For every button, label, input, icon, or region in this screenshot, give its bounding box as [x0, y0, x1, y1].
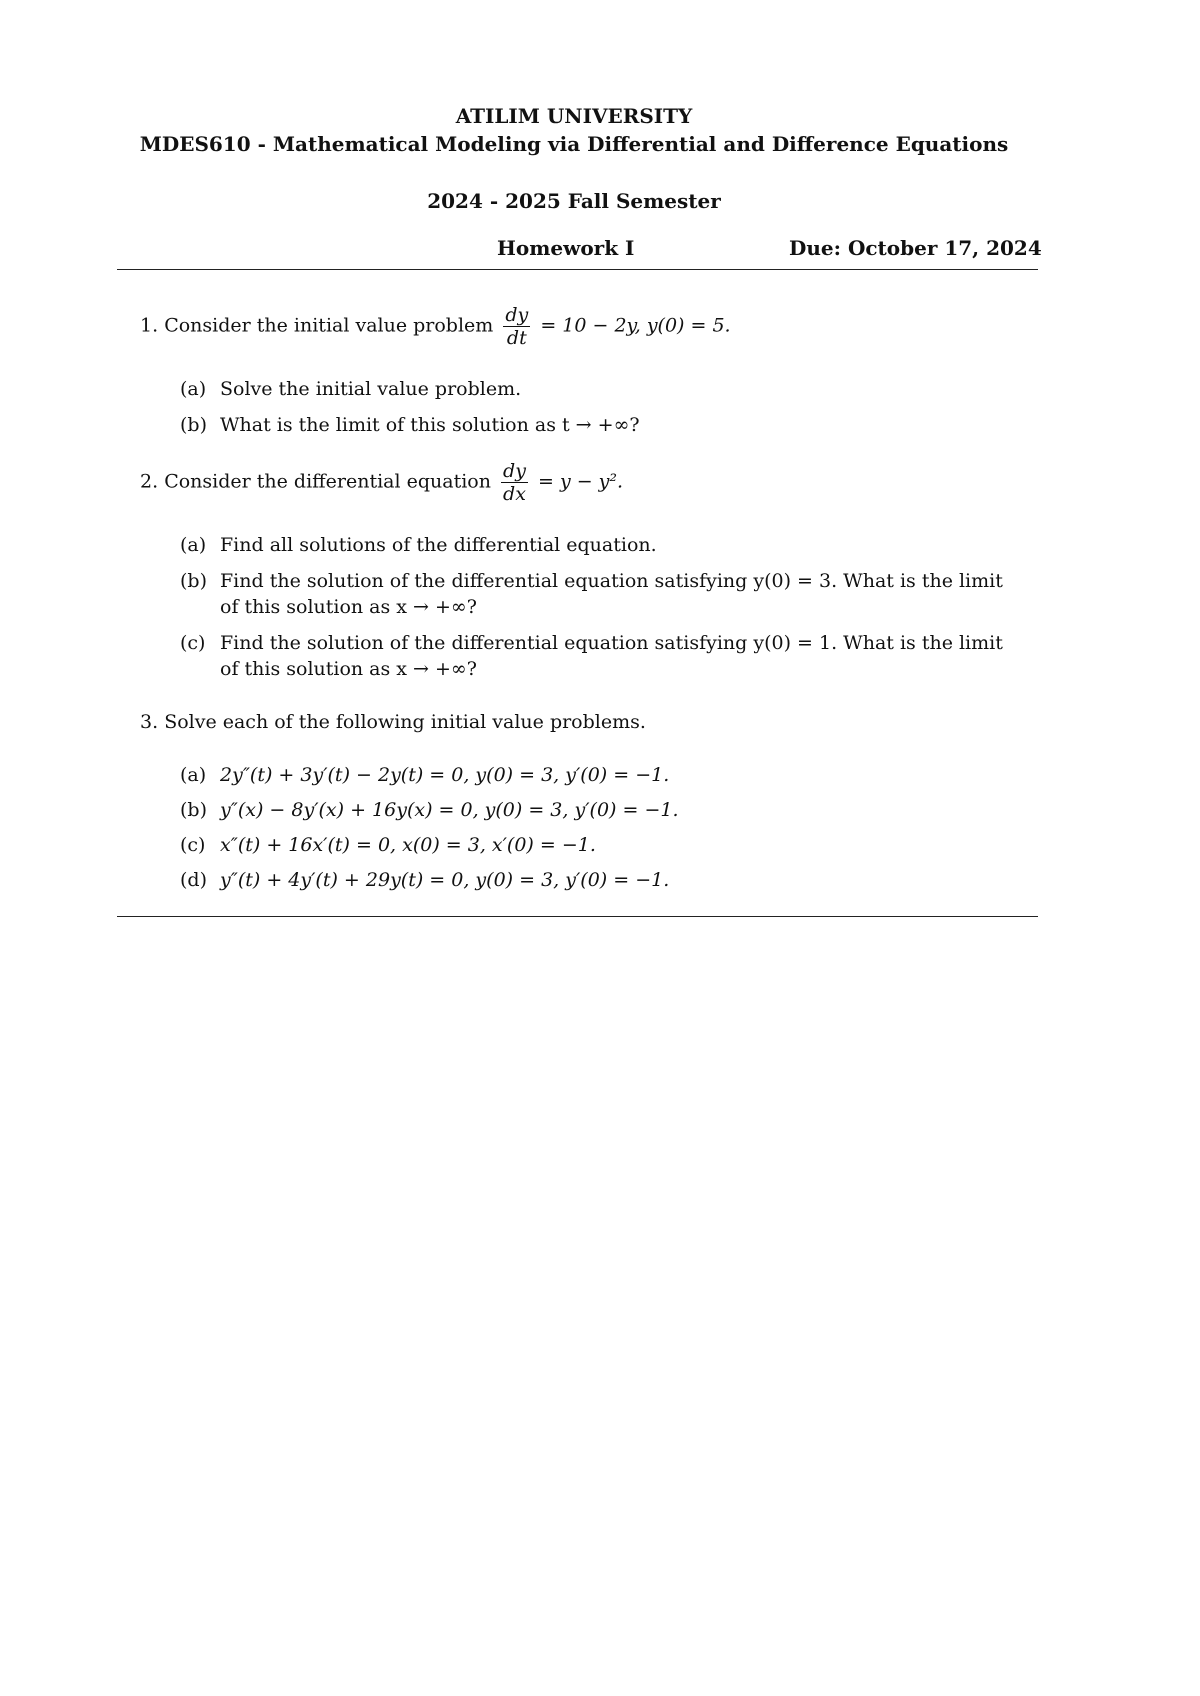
fraction-numerator: dy — [503, 460, 526, 482]
due-date: Due: October 17, 2024 — [789, 236, 1042, 260]
question-intro: Consider the differential equation — [164, 470, 491, 493]
part-text: What is the limit of this solution as t → +∞? — [220, 414, 640, 436]
top-divider — [117, 269, 1038, 270]
part-label: (a) — [180, 378, 207, 400]
question-3-part-d — [180, 867, 1040, 893]
part-text-line-2: of this solution as x → +∞? — [220, 596, 477, 618]
derivative-fraction — [501, 460, 528, 505]
semester: 2024 - 2025 Fall Semester — [427, 189, 721, 213]
part-equation: y″(t) + 4y′(t) + 29y(t) = 0, y(0) = 3, y′(0) = −1. — [220, 869, 670, 891]
university-name: ATILIM UNIVERSITY — [455, 104, 693, 128]
question-3-part-a — [180, 762, 1040, 788]
question-3-part-b — [180, 797, 1040, 823]
question-number: 1. — [140, 314, 159, 337]
fraction-numerator: dy — [505, 304, 529, 326]
question-equation: = y − y². — [537, 470, 624, 493]
part-label: (b) — [180, 799, 207, 821]
derivative-fraction — [503, 304, 530, 349]
part-label: (c) — [180, 834, 206, 856]
part-label: (b) — [180, 414, 207, 436]
part-label: (b) — [180, 570, 207, 592]
question-2-part-a — [180, 532, 1040, 558]
question-1-part-b — [180, 412, 1040, 438]
part-text-line-2: of this solution as x → +∞? — [220, 658, 477, 680]
bottom-divider — [117, 916, 1038, 917]
question-3-part-c — [180, 832, 1040, 858]
fraction-denominator: dx — [503, 483, 526, 505]
question-intro: Consider the initial value problem — [164, 314, 494, 337]
part-text: Solve the initial value problem. — [220, 378, 522, 400]
question-2-part-c — [180, 630, 1040, 682]
part-label: (c) — [180, 632, 206, 654]
part-text-line-1: Find the solution of the differential equation satisfying y(0) = 1. What is the limit — [220, 632, 1003, 654]
question-equation: = 10 − 2y, y(0) = 5. — [540, 314, 731, 337]
part-label: (d) — [180, 869, 207, 891]
question-3 — [140, 709, 1040, 735]
question-2-part-b — [180, 568, 1040, 620]
part-equation: 2y″(t) + 3y′(t) − 2y(t) = 0, y(0) = 3, y′(0) = −1. — [220, 764, 670, 786]
part-text: Find all solutions of the differential equation. — [220, 534, 657, 556]
course-title: MDES610 - Mathematical Modeling via Differential and Difference Equations — [139, 132, 1009, 156]
question-2 — [140, 460, 1040, 505]
part-label: (a) — [180, 534, 207, 556]
fraction-denominator: dt — [506, 327, 527, 349]
question-number: 2. — [140, 470, 159, 493]
question-1-part-a — [180, 376, 1040, 402]
question-intro: Solve each of the following initial value problems. — [164, 711, 646, 733]
homework-line — [0, 236, 1200, 262]
part-label: (a) — [180, 764, 207, 786]
part-equation: x″(t) + 16x′(t) = 0, x(0) = 3, x′(0) = −1. — [220, 834, 596, 856]
part-text-line-1: Find the solution of the differential equation satisfying y(0) = 3. What is the limit — [220, 570, 1003, 592]
part-equation: y″(x) − 8y′(x) + 16y(x) = 0, y(0) = 3, y′(0) = −1. — [220, 799, 679, 821]
question-number: 3. — [140, 711, 159, 733]
question-1 — [140, 304, 1040, 349]
homework-title: Homework I — [497, 236, 635, 260]
